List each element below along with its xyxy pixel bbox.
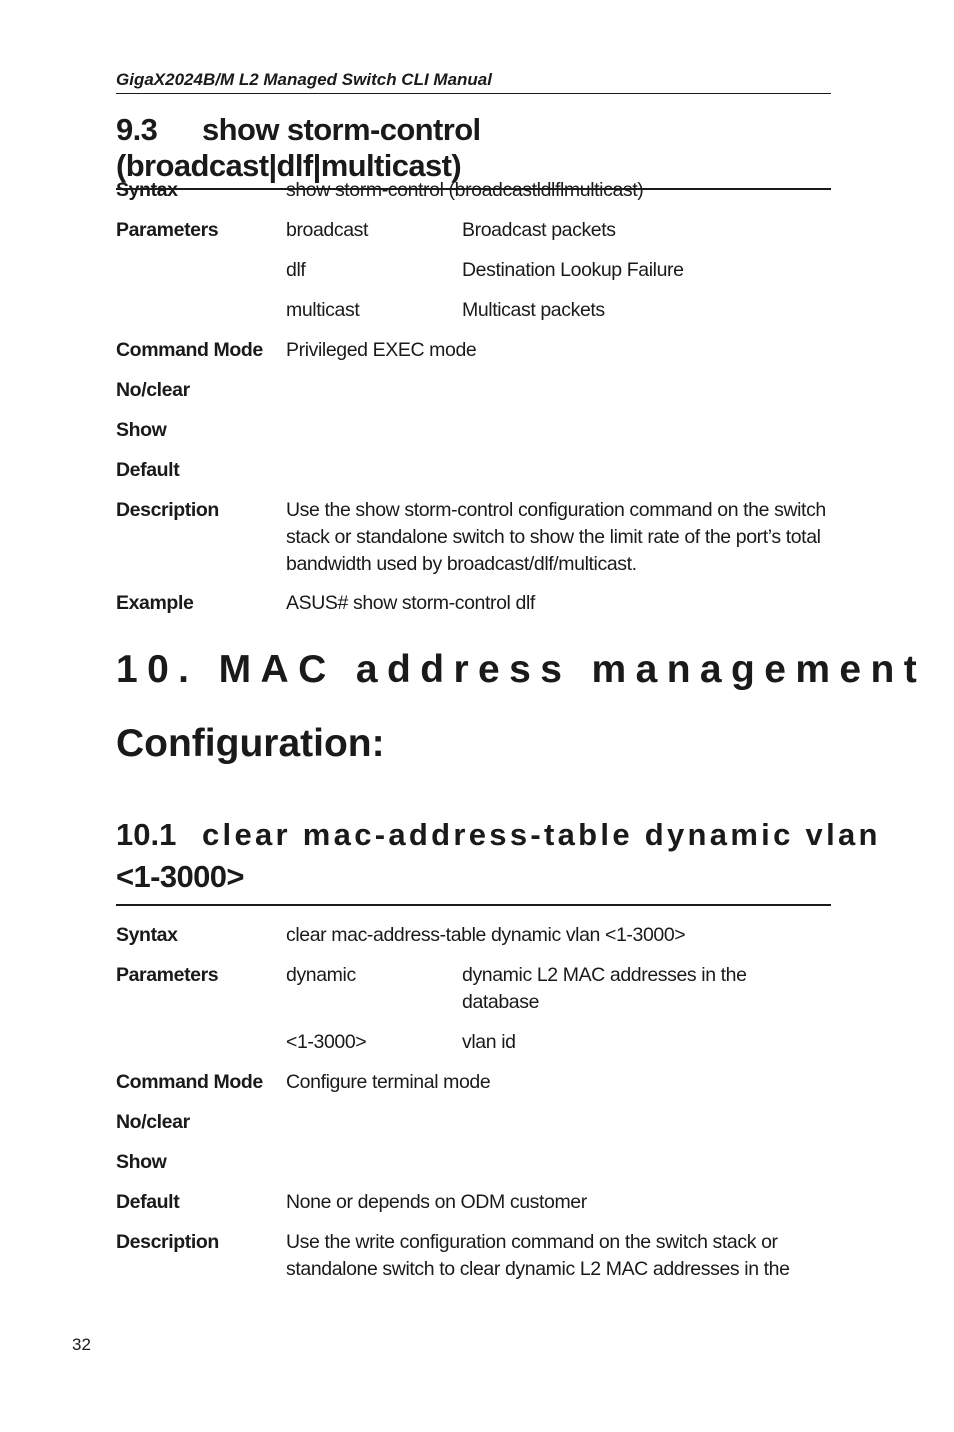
- command-mode-label: Command Mode: [116, 1071, 263, 1093]
- command-mode-value: Privileged EXEC mode: [286, 339, 477, 361]
- parameters-label: Parameters: [116, 964, 219, 986]
- show-label: Show: [116, 419, 167, 441]
- default-label: Default: [116, 459, 180, 481]
- noclear-label: No/clear: [116, 1111, 190, 1133]
- chapter-10-title-line1: 10. MAC address management: [116, 648, 927, 691]
- parameter-description: vlan id: [462, 1031, 516, 1053]
- parameter-description: Multicast packets: [462, 299, 605, 321]
- noclear-label: No/clear: [116, 379, 190, 401]
- syntax-label: Syntax: [116, 924, 178, 946]
- command-mode-value: Configure terminal mode: [286, 1071, 491, 1093]
- section-title-line1: clear mac-address-table dynamic vlan: [202, 817, 881, 852]
- parameters-label: Parameters: [116, 219, 219, 241]
- description-value: Use the write configuration command on the switch stack or standalone switch to clear dynamic L2 MAC addresses in the: [286, 1231, 790, 1280]
- parameter-name: multicast: [286, 299, 360, 321]
- parameter-description: Destination Lookup Failure: [462, 259, 684, 281]
- default-value: None or depends on ODM customer: [286, 1191, 587, 1213]
- running-header: GigaX2024B/M L2 Managed Switch CLI Manual: [116, 70, 831, 94]
- parameter-description: dynamic L2 MAC addresses in the database: [462, 964, 747, 1013]
- syntax-value: clear mac-address-table dynamic vlan <1-3000>: [286, 924, 686, 946]
- description-label: Description: [116, 1231, 219, 1253]
- show-label: Show: [116, 1151, 167, 1173]
- syntax-value: show storm-control (broadcastldlflmulticast): [286, 179, 644, 201]
- default-label: Default: [116, 1191, 180, 1213]
- section-number: 9.3: [116, 112, 158, 147]
- description-label: Description: [116, 499, 219, 521]
- page-number: 32: [72, 1335, 91, 1354]
- parameter-name: <1-3000>: [286, 1031, 367, 1053]
- parameter-name: broadcast: [286, 219, 369, 241]
- section-number: 10.1: [116, 817, 177, 852]
- parameter-name: dlf: [286, 259, 306, 281]
- parameter-description: Broadcast packets: [462, 219, 616, 241]
- command-mode-label: Command Mode: [116, 339, 263, 361]
- section-title-line2: <1-3000>: [116, 859, 244, 894]
- section-title: show storm-control (broadcast|dlf|multicast): [116, 112, 481, 183]
- chapter-10-title-line2: Configuration:: [116, 722, 385, 765]
- example-value: ASUS# show storm-control dlf: [286, 592, 535, 614]
- description-value: Use the show storm-control configuration command on the switch stack or standalone switch to show the limit rate of the port’s total bandwidth used by broadcast/dlf/multicast.: [286, 499, 826, 575]
- syntax-label: Syntax: [116, 179, 178, 201]
- parameter-name: dynamic: [286, 964, 356, 986]
- section-10-1-heading: [116, 814, 881, 906]
- example-label: Example: [116, 592, 194, 614]
